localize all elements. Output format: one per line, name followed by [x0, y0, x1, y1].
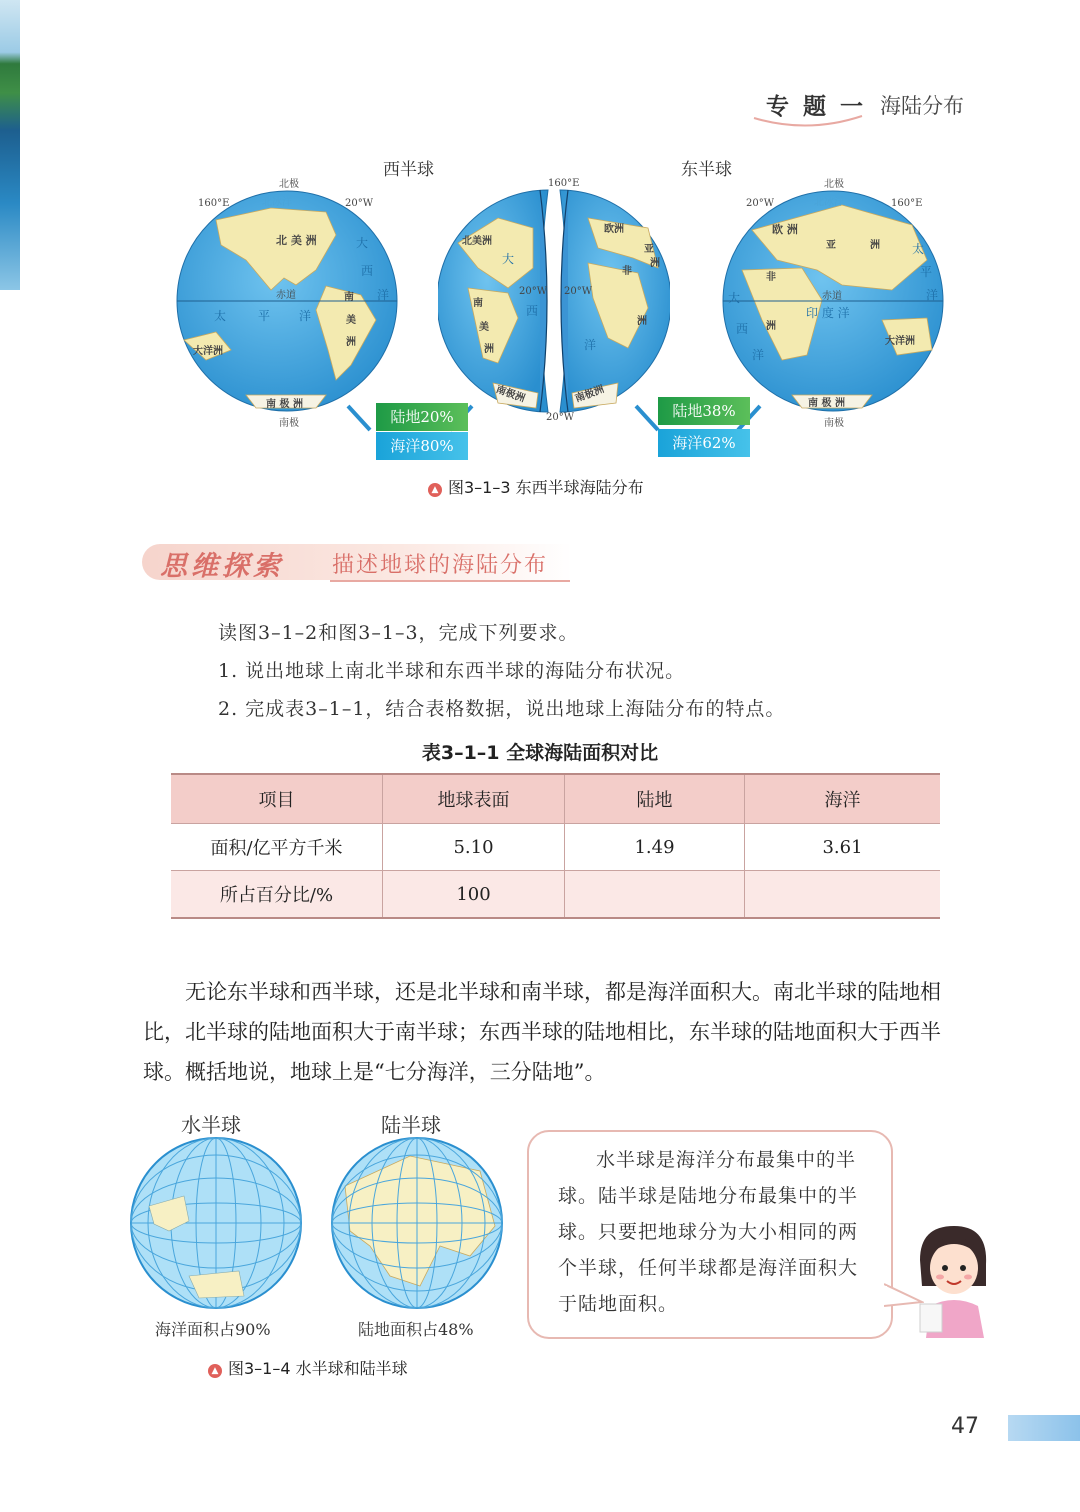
- table-cell-blank[interactable]: [565, 871, 745, 919]
- middle-right-meridian: 20°W: [564, 286, 593, 297]
- task-2: 2. 完成表3–1–1，结合表格数据，说出地球上海陆分布的特点。: [218, 698, 786, 720]
- east-north-pole: 北极: [824, 179, 844, 190]
- table-cell: 面积/亿平方千米: [171, 824, 383, 871]
- east-label-pac-2: 平: [920, 265, 933, 279]
- middle-label-africa-1: 非: [622, 266, 632, 277]
- header-decor-curve: [752, 112, 864, 130]
- west-label-pac-2: 平: [258, 309, 271, 323]
- figure-caption-hemispheres: [208, 1356, 408, 1379]
- figure-caption-hemispheres-text: 图3–1–4 水半球和陆半球: [228, 1359, 408, 1378]
- east-lon-left: 20°W: [746, 198, 775, 209]
- middle-label-da: 大: [502, 252, 515, 266]
- table-cell: 1.49: [565, 824, 745, 871]
- figure-caption-globes-text: 图3–1–3 东西半球海陆分布: [448, 478, 644, 497]
- east-label-indian-ocean: 印 度 洋: [806, 306, 850, 320]
- east-label-arctic: 北冰洋: [814, 197, 844, 208]
- section-banner-subtitle: 描述地球的海陆分布: [332, 553, 549, 578]
- page-number: 47: [951, 1414, 979, 1439]
- west-lon-left: 160°E: [198, 198, 230, 209]
- water-hemisphere-title: 水半球: [181, 1113, 241, 1137]
- west-hemisphere-globe: [176, 190, 398, 412]
- header-title: 专 题 一: [766, 94, 867, 120]
- task-1: 1. 说出地球上南北半球和东西半球的海陆分布状况。: [218, 660, 686, 682]
- middle-label-asia-2: 洲: [650, 258, 660, 269]
- west-land-tag: 陆地20%: [376, 403, 468, 431]
- west-label-atl-1: 大: [356, 236, 369, 250]
- land-hemisphere-globe: [330, 1136, 504, 1310]
- east-label-antarctica: 南 极 洲: [808, 398, 845, 409]
- section-banner-underline: [330, 580, 570, 582]
- east-label-pac-3: 洋: [926, 288, 939, 302]
- east-label-pac-1: 太: [912, 242, 925, 256]
- table-header-cell: 地球表面: [383, 774, 565, 824]
- task-intro: 读图3–1–2和图3–1–3，完成下列要求。: [218, 622, 579, 644]
- east-hemisphere-title: 东半球: [681, 160, 732, 180]
- middle-bottom-lon: 20°W: [546, 412, 575, 423]
- west-label-sa-1: 南: [344, 292, 354, 303]
- east-land-tag: 陆地38%: [658, 397, 750, 425]
- west-equator: 赤道: [276, 290, 296, 301]
- west-label-atl-2: 西: [361, 264, 374, 278]
- land-sea-table: [171, 773, 940, 919]
- east-label-europe: 欧 洲: [772, 223, 798, 236]
- middle-label-sa-2: 美: [479, 322, 489, 333]
- table-cell: 3.61: [745, 824, 941, 871]
- middle-label-asia-1: 亚: [644, 244, 654, 255]
- west-label-pac-1: 太: [214, 309, 227, 323]
- west-label-sa-3: 洲: [346, 337, 356, 348]
- east-equator: 赤道: [822, 291, 842, 302]
- middle-label-africa-2: 洲: [637, 316, 647, 327]
- body-paragraph: 无论东半球和西半球，还是北半球和南半球，都是海洋面积大。南北半球的陆地相比，北半球的陆地面积大于南半球；东西半球的陆地相比，东半球的陆地面积大于西半球。概括地说，地球上是“七分海洋，三分陆地”。: [143, 980, 941, 1084]
- east-label-africa-2: 洲: [766, 321, 776, 332]
- table-header-cell: 项目: [171, 774, 383, 824]
- west-sea-tag: 海洋80%: [376, 432, 468, 460]
- table-cell: 100: [383, 871, 565, 919]
- west-label-north-america: 北 美 洲: [276, 234, 317, 247]
- east-label-atl-3: 洋: [752, 348, 765, 362]
- table-cell: 所占百分比/%: [171, 871, 383, 919]
- middle-label-xi: 西: [526, 304, 539, 318]
- page-number-bar: [1008, 1415, 1080, 1441]
- middle-left-meridian: 20°W: [519, 286, 548, 297]
- section-banner-title: 思维探索: [160, 551, 284, 582]
- triangle-icon: ▲: [208, 1364, 222, 1378]
- figure-caption-globes: [428, 475, 644, 498]
- east-label-asia-1: 亚: [826, 240, 836, 251]
- west-label-arctic: 北冰洋: [262, 197, 292, 208]
- header-subtitle-box: [880, 90, 964, 120]
- east-label-africa-1: 非: [766, 272, 776, 283]
- table-cell: 5.10: [383, 824, 565, 871]
- middle-label-ocean: 洋: [584, 338, 597, 352]
- table-header-cell: 陆地: [565, 774, 745, 824]
- speech-bubble-text: 水半球是海洋分布最集中的半球。陆半球是陆地分布最集中的半球。只要把地球分为大小相同的两个半球，任何半球都是海洋面积大于陆地面积。: [558, 1149, 859, 1315]
- east-south-pole: 南极: [824, 418, 844, 429]
- triangle-icon: ▲: [428, 483, 442, 497]
- east-label-oceania: 大洋洲: [885, 336, 915, 347]
- land-hemisphere-title: 陆半球: [381, 1113, 441, 1137]
- west-south-pole: 南极: [279, 418, 299, 429]
- middle-label-antarctica-right: 南极洲: [573, 384, 606, 405]
- student-avatar: [912, 1220, 992, 1338]
- table-row: [171, 871, 940, 919]
- east-label-asia-2: 洲: [870, 240, 880, 251]
- east-sea-tag: 海洋62%: [658, 429, 750, 457]
- table-title: 表3–1–1 全球海陆面积对比: [421, 742, 659, 764]
- middle-label-north-america: 北美洲: [462, 236, 492, 247]
- west-label-sa-2: 美: [346, 315, 356, 326]
- edge-photo-strip: [0, 0, 20, 290]
- table-header-cell: 海洋: [745, 774, 941, 824]
- header-subtitle: 海陆分布: [880, 94, 964, 118]
- east-label-atl-2: 西: [736, 322, 749, 336]
- water-hemisphere-caption: 海洋面积占90%: [155, 1320, 271, 1339]
- table-row: [171, 824, 940, 871]
- west-label-oceania: 大洋洲: [193, 346, 223, 357]
- west-label-antarctica: 南 极 洲: [266, 399, 303, 410]
- middle-top-lon: 160°E: [548, 178, 580, 189]
- middle-label-sa-1: 南: [473, 298, 483, 309]
- west-hemisphere-title: 西半球: [383, 160, 434, 180]
- water-hemisphere-globe: [129, 1136, 303, 1310]
- table-cell-blank[interactable]: [745, 871, 941, 919]
- middle-label-europe: 欧洲: [604, 224, 624, 235]
- west-label-atl-3: 洋: [377, 288, 390, 302]
- east-lon-right: 160°E: [891, 198, 923, 209]
- west-north-pole: 北极: [279, 179, 299, 190]
- middle-label-sa-3: 洲: [484, 344, 494, 355]
- east-label-atl-1: 大: [728, 291, 741, 305]
- west-label-pac-3: 洋: [299, 309, 312, 323]
- table-header-row: [171, 774, 940, 824]
- middle-label-antarctica-left: 南极洲: [494, 384, 527, 405]
- land-hemisphere-caption: 陆地面积占48%: [358, 1320, 474, 1339]
- west-lon-right: 20°W: [345, 198, 374, 209]
